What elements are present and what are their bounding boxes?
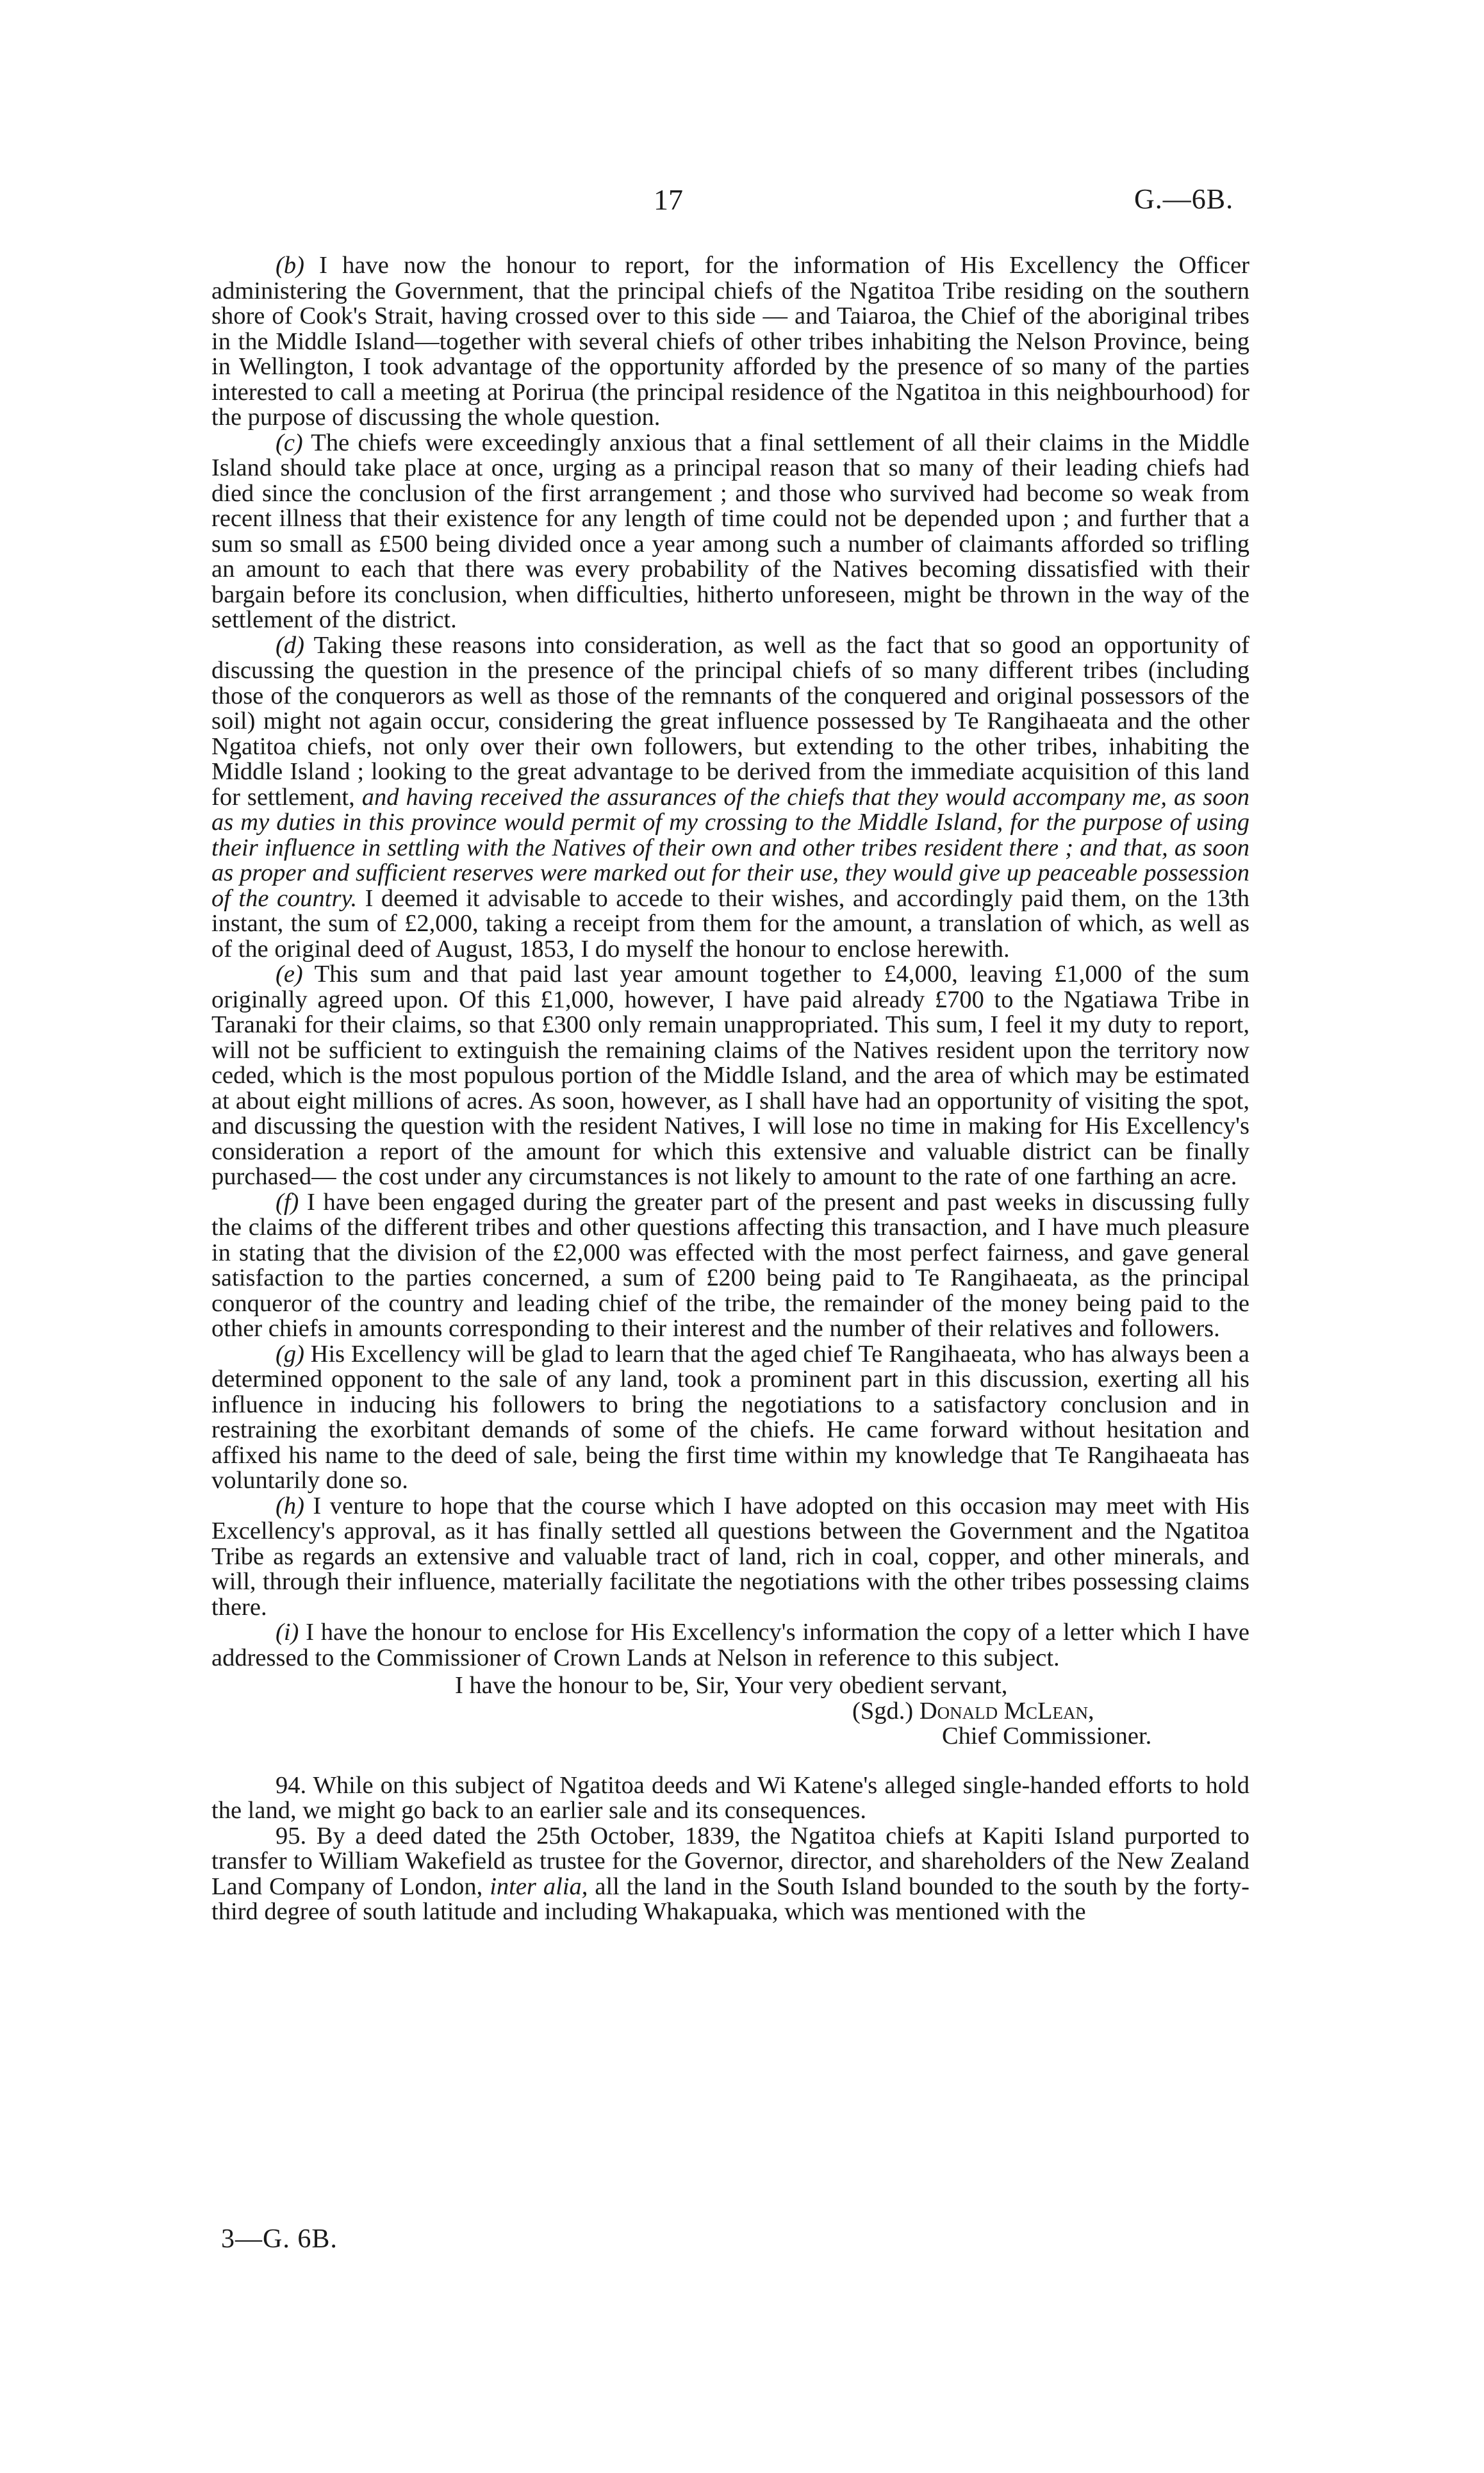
- page-number: 17: [654, 183, 683, 216]
- paragraph-label: (d): [276, 631, 304, 659]
- signatory-name: Donald McLean,: [919, 1697, 1094, 1724]
- signature: (Sgd.) Donald McLean,: [852, 1697, 1094, 1724]
- closing-line: I have the honour to be, Sir, Your very obedient servant,: [455, 1672, 1008, 1699]
- paragraph-label: (h): [276, 1492, 304, 1519]
- italic-phrase: inter alia,: [490, 1873, 588, 1900]
- paragraph-e: (e) This sum and that paid last year amount together to £4,000, leaving £1,000 of the sum originally agreed upon. Of this £1,000, however, I have paid already £700 to the Ngatiawa Tribe in Taranaki for their claims, so that £300 only remain unappropriated. This sum, I feel it my duty to report, will not be sufficient to extinguish the remaining claims of the Natives resident upon the territory now ceded, which is the most populous portion of the Middle Island, and the area of which may be estimated at about eight millions of acres. As soon, however, as I shall have had an opportunity of visiting the spot, and discussing the question with the resident Natives, I will lose no time in making for His Excellency's consideration a report of the amount for which this extensive and valuable district can be finally purchased— the cost under any circumstances is not likely to amount to the rate of one farthing an acre.: [211, 961, 1249, 1190]
- document-reference: G.—6B.: [1134, 183, 1234, 215]
- paragraph-g: (g) His Excellency will be glad to learn that the aged chief Te Rangihaeata, who has always been a determined opponent to the sale of any land, took a prominent part in this discussion, exerting all his influence in inducing his followers to bring the negotiations to a satisfactory conclusion and in restraining the exorbitant demands of some of the chiefs. He came forward without hesitation and affixed his name to the deed of sale, being the first time within my knowledge that Te Rangihaeata has voluntarily done so.: [211, 1340, 1249, 1494]
- paragraph-95: 95. By a deed dated the 25th October, 1839, the Ngatitoa chiefs at Kapiti Island purported to transfer to William Wakefield as trustee for the Governor, director, and shareholders of the New Zealand Land Company of London, inter alia, all the land in the South Island bounded to the south by the forty-third degree of south latitude and including Whakapuaka, which was mentioned with the: [211, 1822, 1249, 1925]
- paragraph-d: (d) Taking these reasons into consideration, as well as the fact that so good an opportunity of discussing the question in the presence of the principal chiefs of so many different tribes (including those of the conquerors as well as those of the remnants of the conquered and original possessors of the soil) might not again occur, considering the great influence possessed by Te Rangihaeata and the other Ngatitoa chiefs, not only over their own followers, but extending to the other tribes, inhabiting the Middle Island ; looking to the great advantage to be derived from the immediate acquisition of this land for settlement, and having received the assurances of the chiefs that they would accompany me, as soon as my duties in this province would permit of my crossing to the Middle Island, for the purpose of using their influence in settling with the Natives of their own and other tribes resident there ; and that, as soon as proper and sufficient reserves were marked out for their use, they would give up peaceable possession of the country. I deemed it advisable to accede to their wishes, and accordingly paid them, on the 13th instant, the sum of £2,000, taking a receipt from them for the amount, a translation of which, as well as of the original deed of August, 1853, I do myself the honour to enclose herewith.: [211, 631, 1250, 963]
- paragraph-label: (i): [276, 1619, 299, 1646]
- paragraph-b: (b) I have now the honour to report, for the information of His Excellency the Officer administering the Government, that the principal chiefs of the Ngatitoa Tribe residing on the southern shore of Cook's Strait, having crossed over to this side — and Taiaroa, the Chief of the aboriginal tribes in the Middle Island—together with several chiefs of other tribes inhabiting the Nelson Province, being in Wellington, I took advantage of the opportunity afforded by the presence of so many of the parties interested to call a meeting at Porirua (the principal residence of the Ngatitoa in this neighbourhood) for the purpose of discussing the whole question.: [211, 252, 1249, 431]
- paragraph-f: (f) I have been engaged during the greater part of the present and past weeks in discussing fully the claims of the different tribes and other questions affecting this transaction, and I have much pleasure in stating that the division of the £2,000 was effected with the most perfect fairness, and gave general satisfaction to the parties concerned, a sum of £200 being paid to Te Rangihaeata, as the principal conqueror of the country and leading chief of the tribe, the remainder of the money being paid to the other chiefs in amounts corresponding to their interest and the number of their relatives and followers.: [211, 1188, 1249, 1342]
- paragraph-label: (e): [276, 961, 303, 988]
- footer-reference: 3—G. 6B.: [221, 2224, 338, 2254]
- paragraph-94: 94. While on this subject of Ngatitoa deeds and Wi Katene's alleged single-handed efforts to hold the land, we might go back to an earlier sale and its consequences.: [211, 1771, 1249, 1824]
- text-body: [211, 253, 1249, 1925]
- paragraph-label: (b): [276, 252, 304, 279]
- quoted-letter: [211, 253, 1249, 1749]
- paragraph-c: (c) The chiefs were exceedingly anxious that a final settlement of all their claims in the Middle Island should take place at once, urging as a principal reason that so many of their leading chiefs had died since the conclusion of the first arrangement ; and those who survived had become so weak from recent illness that their existence for any length of time could not be depended upon ; and further that a sum so small as £500 being divided once a year among such a number of claimants afforded so trifling an amount to each that there was every probability of the Natives becoming dissatisfied with their bargain before its conclusion, when difficulties, hitherto unforeseen, might be thrown in the way of the settlement of the district.: [211, 429, 1249, 633]
- signatory-title: Chief Commissioner.: [942, 1723, 1152, 1749]
- paragraph-label: (c): [276, 429, 303, 456]
- paragraph-h: (h) I venture to hope that the course which I have adopted on this occasion may meet with His Excellency's approval, as it has finally settled all questions between the Government and the Ngatitoa Tribe as regards an extensive and valuable tract of land, rich in coal, copper, and other minerals, and will, through their influence, materially facilitate the negotiations with the other tribes possessing claims there.: [211, 1492, 1249, 1621]
- italic-passage: and having received the assurances of the chiefs that they would accompany me, as soon as my duties in this province would permit of my crossing to the Middle Island, for the purpose of using their influence in settling with the Natives of their own and other tribes resident there ; and that, as soon as proper and sufficient reserves were marked out for their use, they would give up peaceable possession of the country.: [211, 783, 1250, 912]
- paragraph-label: (g): [276, 1340, 304, 1368]
- paragraph-i: (i) I have the honour to enclose for His Excellency's information the copy of a letter which I have addressed to the Commissioner of Crown Lands at Nelson in reference to this subject.: [211, 1619, 1249, 1671]
- paragraph-label: (f): [276, 1188, 299, 1216]
